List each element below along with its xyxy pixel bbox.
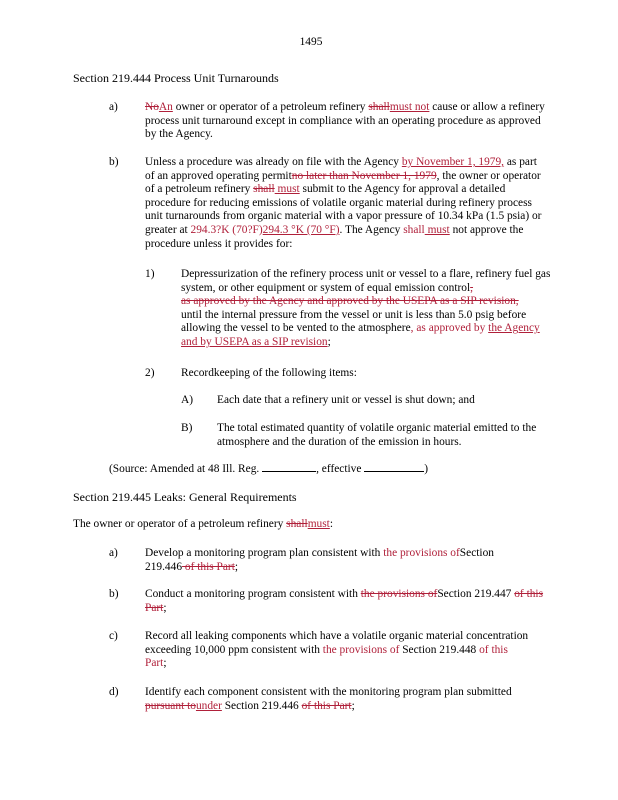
paragraph-445-c — [145, 630, 530, 671]
source-note — [109, 463, 549, 477]
deleted-text: shall — [286, 518, 308, 530]
text: cause or allow a refinery process unit turnaround except in compliance with an operating procedure as approved by the Agency. — [145, 101, 545, 141]
item-label: 1) — [145, 268, 155, 280]
text: ; — [351, 699, 355, 712]
inserted-text: 294.3 °K (70 °F) — [262, 223, 340, 236]
item-label: d) — [109, 686, 119, 698]
text: Record all leaking components which have a volatile organic material concentration exceeding 10,000 ppm consistent with — [145, 630, 529, 656]
blank-line — [262, 471, 316, 472]
revised-text: the provisions of — [322, 643, 400, 656]
deleted-text: , — [470, 281, 474, 294]
text: submit to the Agency for approval a detailed procedure for reducing emissions of volatile organic material during refinery process unit turnarounds from organic material with a vapor pressure of 10.34 kPa (1.5 psia) or greater at — [145, 183, 542, 236]
section-heading-444: Section 219.444 Process Unit Turnarounds — [73, 71, 279, 85]
item-label: c) — [109, 630, 118, 642]
paragraph-445-d — [145, 686, 545, 713]
text: until the internal pressure from the vessel or unit is less than 5.0 psig before allowing the vessel to be vented to the atmosphere — [181, 308, 527, 335]
text: ; — [327, 335, 331, 348]
inserted-text: must not — [389, 101, 430, 113]
item-label: B) — [181, 422, 193, 434]
paragraph-444-bA: Each date that a refinery unit or vessel is shut down; and — [217, 394, 475, 406]
revised-text: 294.3?K (70?F) — [190, 223, 263, 236]
text: Section 219.446 — [221, 699, 302, 712]
inserted-text: by November 1, 1979, — [401, 156, 505, 168]
revised-text: the provisions of — [383, 547, 460, 559]
deleted-text: shall — [253, 183, 275, 196]
deleted-text: No — [145, 101, 159, 113]
deleted-text: of this Part — [145, 588, 544, 614]
deleted-text: pursuant to — [145, 699, 196, 712]
text: . The Agency — [339, 223, 404, 236]
paragraph-445-b — [145, 588, 545, 615]
text: owner or operator of a petroleum refinery — [172, 101, 369, 113]
deleted-text: of this Part — [182, 560, 235, 573]
item-label: a) — [109, 547, 118, 559]
text: The owner or operator of a petroleum refinery — [73, 518, 287, 530]
text: Identify each component consistent with the monitoring program plan submitted — [145, 686, 512, 698]
text: not approve the procedure unless it provides for: — [145, 223, 524, 250]
inserted-text: must — [307, 518, 330, 530]
text: as part of an approved operating permit — [145, 156, 537, 182]
paragraph-444-bB: The total estimated quantity of volatile organic material emitted to the atmosphere and the duration of the emission in hours. — [217, 422, 537, 448]
blank-line — [364, 471, 424, 472]
revised-text: , as approved by — [410, 322, 489, 335]
section-heading-445: Section 219.445 Leaks: General Requirements — [73, 490, 297, 504]
revised-text: shall — [403, 223, 425, 236]
text: Unless a procedure was already on file with the Agency — [145, 156, 402, 168]
text: : — [329, 518, 334, 530]
paragraph-444-a — [145, 101, 545, 142]
deleted-text: no later than November 1, 1979 — [291, 169, 437, 182]
item-label: b) — [109, 588, 119, 600]
inserted-text: An — [158, 101, 173, 113]
page-number: 1495 — [299, 36, 323, 48]
text: ) — [424, 463, 429, 475]
paragraph-444-b — [145, 156, 547, 251]
text: Develop a monitoring program plan consistent with — [145, 547, 384, 559]
text: Section 219.448 — [399, 643, 480, 656]
inserted-text: under — [195, 699, 222, 712]
text: , effective — [316, 463, 365, 475]
revised-text: of this Part — [145, 643, 508, 670]
text: (Source: Amended at 48 Ill. Reg. — [109, 463, 263, 475]
deleted-text: as approved by the Agency and approved by the USEPA as a SIP revision, — [181, 295, 519, 308]
inserted-text: the Agency and by USEPA as a SIP revision — [181, 322, 540, 348]
inserted-text: must — [424, 223, 450, 236]
deleted-text: of this Part — [301, 699, 352, 712]
item-label: b) — [109, 156, 119, 168]
paragraph-445-intro — [73, 518, 553, 532]
text: ; — [163, 657, 167, 670]
item-label: a) — [109, 101, 118, 113]
text: ; — [163, 601, 167, 614]
deleted-text: the provisions of — [360, 588, 438, 600]
text: Section 219.446 — [145, 547, 494, 573]
paragraph-444-b1 — [181, 268, 553, 350]
text: Depressurization of the refinery process unit or vessel to a flare, refinery fuel gas system, or other equipment or system of equal emission control — [181, 268, 551, 294]
inserted-text: must — [274, 183, 300, 196]
text: ; — [234, 560, 239, 573]
paragraph-444-b2: Recordkeeping of the following items: — [181, 367, 357, 379]
text: Section 219.447 — [437, 588, 515, 600]
text: Conduct a monitoring program consistent with — [145, 588, 361, 600]
item-label: 2) — [145, 367, 155, 379]
deleted-text: shall — [368, 101, 390, 113]
item-label: A) — [181, 394, 194, 406]
paragraph-445-a — [145, 547, 530, 574]
text: , the owner or operator of a petroleum refinery — [145, 169, 541, 196]
